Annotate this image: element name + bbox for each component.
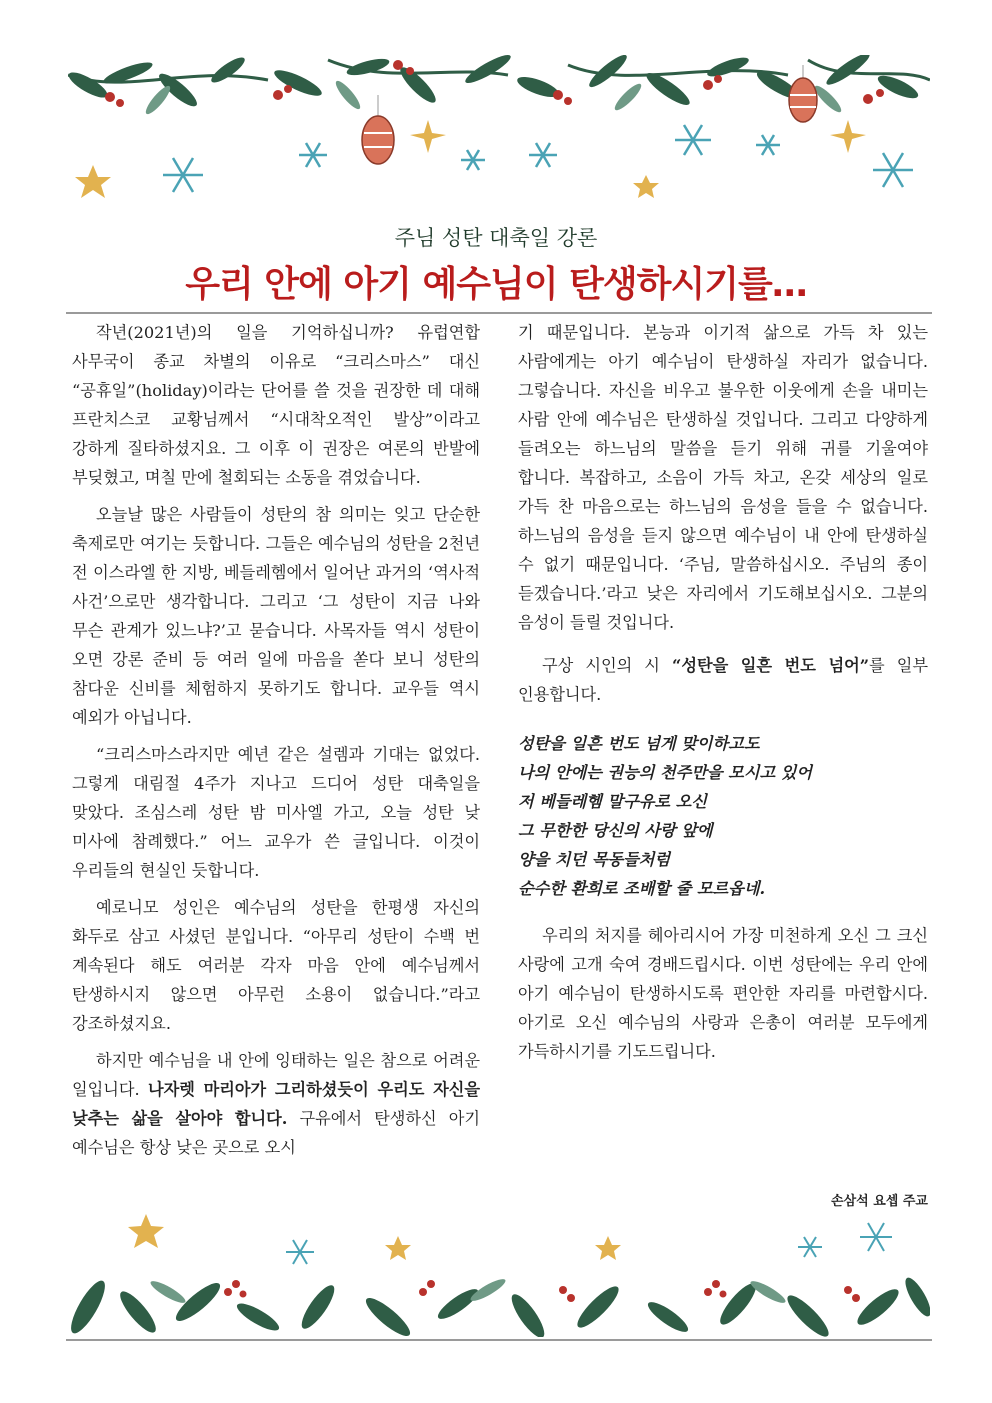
poem-line: 저 베들레헴 말구유로 오신 [518, 792, 707, 811]
paragraph-text: 를 일부 인용합니다. [518, 656, 929, 704]
paragraph: 작년(2021년)의 일을 기억하십니까? 유럽연합 사무국이 종교 차별의 이유로 “크리스마스” 대신 “공휴일”(holiday)이라는 단어를 쓸 것을 권장한 데 대해 프란치스코 교황님께서 “시대착오적인 발상”이라고 강하게 질타하셨지요. 그 이후 이 권장은 여론의 반발에 부딪혔고, 며칠 만에 철회되는 소동을 겪었습니다. [72, 323, 480, 487]
right-column [518, 318, 928, 1074]
paragraph: 예로니모 성인은 예수님의 성탄을 한평생 자신의 화두로 삼고 사셨던 분입니다. “아무리 성탄이 수백 번 계속된다 해도 여러분 각자 마음 안에 예수님께서 탄생하시지 않으면 아무런 소용이 없습니다.”라고 강조하셨지요. [72, 898, 480, 1033]
paragraph: 오늘날 많은 사람들이 성탄의 참 의미는 잊고 단순한 축제로만 여기는 듯합니다. 그들은 예수님의 성탄을 2천년 전 이스라엘 한 지방, 베들레헴에서 일어난 과거의 ‘역사적 사건’으로만 생각합니다. 그리고 ‘그 성탄이 지금 나와 무슨 관계가 있느냐?’고 묻습니다. 사목자들 역시 성탄이 오면 강론 준비 등 여러 일에 마음을 쏟다 보니 성탄의 참다운 신비를 체험하지 못하기도 합니다. 교우들 역시 예외가 아닙니다. [72, 505, 480, 727]
poem-line: 성탄을 일흔 번도 넘게 맞이하고도 [518, 734, 760, 753]
divider-top [66, 312, 932, 314]
emphasized-text: 나자렛 마리아가 그리하셨듯이 우리도 자신을 낮추는 삶을 살아야 합니다. [72, 1080, 480, 1128]
paragraph-text: 하지만 예수님을 내 안에 잉태하는 일은 참으로 어려운 일입니다. [72, 1051, 480, 1099]
paragraph: 기 때문입니다. 본능과 이기적 삶으로 가득 차 있는 사람에게는 아기 예수님이 탄생하실 자리가 없습니다. 그렇습니다. 자신을 비우고 불우한 이웃에게 손을 내미는 사람 안에 예수님은 탄생하실 것입니다. 그리고 다양하게 들려오는 하느님의 말씀을 듣기 위해 귀를 기울여야 합니다. 복잡하고, 소음이 가득 차고, 온갖 세상의 일로 가득 찬 마음으로는 하느님의 음성을 들을 수 없습니다. 하느님의 음성을 듣지 않으면 예수님이 내 안에 탄생하실 수 없기 때문입니다. ‘주님, 말씀하십시오. 주님의 종이 듣겠습니다.’라고 낮은 자리에서 기도해보십시오. 그분의 음성이 들릴 것입니다. [518, 323, 928, 632]
sermon-title: 우리 안에 아기 예수님이 탄생하시기를… [185, 264, 807, 305]
divider-bottom [66, 1339, 932, 1341]
greenery-garland-top [68, 55, 930, 205]
poem-excerpt [518, 729, 928, 903]
greenery-garland-bottom [68, 1212, 930, 1337]
poem-title: “성탄을 일흔 번도 넘어” [672, 656, 870, 675]
paragraph-text: 구유에서 탄생하신 아기 예수님은 항상 낮은 곳으로 오시 [72, 1109, 480, 1157]
top-christmas-banner [68, 55, 930, 205]
paragraph [72, 1046, 480, 1162]
paragraph-text: 구상 시인의 시 [542, 656, 673, 675]
poem-line: 나의 안에는 권능의 천주만을 모시고 있어 [518, 763, 813, 782]
poem-line: 양을 치던 목동들처럼 [518, 850, 671, 869]
poem-line: 순수한 환희로 조배할 줄 모르옵네. [518, 879, 766, 898]
author-signature: 손삼석 요셉 주교 [831, 1194, 928, 1209]
paragraph [518, 651, 928, 709]
poem-line: 그 무한한 당신의 사랑 앞에 [518, 821, 713, 840]
bottom-christmas-banner [68, 1212, 930, 1337]
sermon-subtitle: 주님 성탄 대축일 강론 [394, 226, 598, 250]
left-column [72, 318, 480, 1170]
paragraph: 우리의 처지를 헤아리시어 가장 미천하게 오신 그 크신 사랑에 고개 숙여 경배드립시다. 이번 성탄에는 우리 안에 아기 예수님이 탄생하시도록 편안한 자리를 마련합시다. 아기로 오신 예수님의 사랑과 은총이 여러분 모두에게 가득하시기를 기도드립니다. [518, 926, 928, 1061]
paragraph: “크리스마스라지만 예년 같은 설렘과 기대는 없었다. 그렇게 대림절 4주가 지나고 드디어 성탄 대축일을 맞았다. 조심스레 성탄 밤 미사엘 가고, 오늘 성탄 낮 미사에 참례했다.” 어느 교우가 쓴 글입니다. 이것이 우리들의 현실인 듯합니다. [72, 745, 480, 880]
